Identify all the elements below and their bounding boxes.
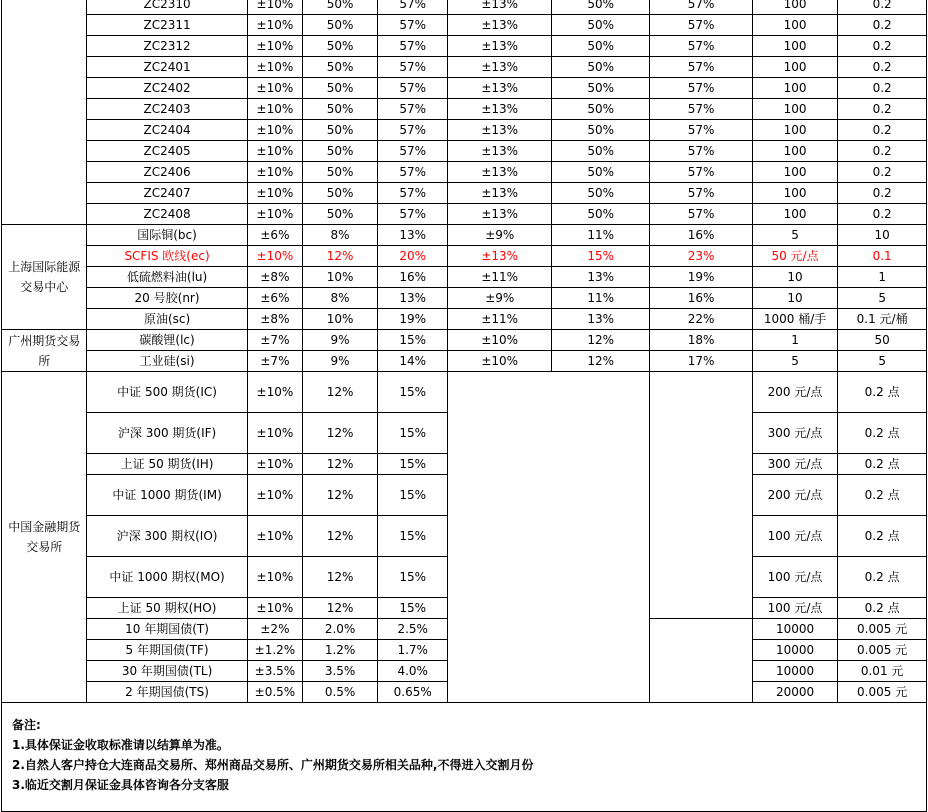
- value-cell: ±13%: [448, 0, 552, 15]
- note-line: 2.自然人客户持仓大连商品交易所、郑州商品交易所、广州期货交易所相关品种,不得进入交割月份: [12, 758, 534, 772]
- value-cell: ±10%: [247, 15, 303, 36]
- value-cell: 57%: [377, 99, 447, 120]
- value-cell: ±10%: [247, 413, 303, 454]
- value-cell: ±13%: [448, 204, 552, 225]
- value-cell: 50: [838, 330, 927, 351]
- value-cell: 0.65%: [377, 682, 447, 703]
- table-row: [2, 99, 927, 120]
- value-cell: 50%: [303, 15, 378, 36]
- value-cell: 57%: [377, 204, 447, 225]
- value-cell: 50%: [303, 57, 378, 78]
- value-cell: 0.005 元: [838, 619, 927, 640]
- table-row: [2, 288, 927, 309]
- value-cell: 9%: [303, 351, 378, 372]
- table-row: [2, 183, 927, 204]
- value-cell: 50%: [552, 15, 650, 36]
- value-cell: ±0.5%: [247, 682, 303, 703]
- product-name: ZC2312: [87, 36, 247, 57]
- value-cell: 0.2: [838, 78, 927, 99]
- value-cell: 50%: [303, 99, 378, 120]
- value-cell: 13%: [552, 309, 650, 330]
- value-cell: ±13%: [448, 36, 552, 57]
- value-cell: 57%: [650, 0, 753, 15]
- value-cell: 300 元/点: [752, 413, 837, 454]
- value-cell: ±10%: [247, 598, 303, 619]
- value-cell: 100: [752, 183, 837, 204]
- value-cell: 100 元/点: [752, 557, 837, 598]
- product-name: 原油(sc): [87, 309, 247, 330]
- value-cell: 1: [752, 330, 837, 351]
- product-name: ZC2401: [87, 57, 247, 78]
- value-cell: 10000: [752, 619, 837, 640]
- value-cell: ±7%: [247, 330, 303, 351]
- table-row: [2, 372, 927, 413]
- table-row: [2, 351, 927, 372]
- value-cell: ±9%: [448, 288, 552, 309]
- value-cell: 50%: [552, 0, 650, 15]
- value-cell: ±11%: [448, 309, 552, 330]
- product-name: 20 号胶(nr): [87, 288, 247, 309]
- value-cell: ±1.2%: [247, 640, 303, 661]
- value-cell: 57%: [377, 162, 447, 183]
- value-cell: 0.1: [838, 246, 927, 267]
- value-cell: 5: [752, 225, 837, 246]
- value-cell: ±13%: [448, 99, 552, 120]
- value-cell: 0.2: [838, 204, 927, 225]
- table-row: [2, 162, 927, 183]
- notes-title: 备注:: [12, 718, 41, 732]
- value-cell: 0.2 点: [838, 454, 927, 475]
- value-cell: 0.2 点: [838, 475, 927, 516]
- value-cell: ±13%: [448, 162, 552, 183]
- value-cell: 10%: [303, 267, 378, 288]
- value-cell: 12%: [303, 246, 378, 267]
- note-line: 1.具体保证金收取标准请以结算单为准。: [12, 738, 229, 752]
- product-name: 2 年期国债(TS): [87, 682, 247, 703]
- value-cell: 50%: [303, 162, 378, 183]
- value-cell: 16%: [650, 225, 753, 246]
- value-cell: 50%: [552, 78, 650, 99]
- note-line: 3.临近交割月保证金具体咨询各分支客服: [12, 778, 229, 792]
- value-cell: 100: [752, 78, 837, 99]
- value-cell: 0.2 点: [838, 557, 927, 598]
- product-name: ZC2402: [87, 78, 247, 99]
- value-cell: 57%: [650, 204, 753, 225]
- value-cell: 1000 桶/手: [752, 309, 837, 330]
- product-name: ZC2405: [87, 141, 247, 162]
- value-cell: 100 元/点: [752, 516, 837, 557]
- value-cell: 100: [752, 57, 837, 78]
- exchange-cell-gfex: 广州期货交易所: [2, 330, 87, 372]
- value-cell: 10000: [752, 640, 837, 661]
- value-cell: 12%: [303, 598, 378, 619]
- notes-row: [2, 703, 927, 812]
- value-cell: 200 元/点: [752, 372, 837, 413]
- value-cell: 50%: [552, 57, 650, 78]
- value-cell: 11%: [552, 288, 650, 309]
- value-cell: 57%: [377, 15, 447, 36]
- value-cell: 57%: [650, 57, 753, 78]
- value-cell: 0.2: [838, 15, 927, 36]
- table-row: [2, 120, 927, 141]
- value-cell: 17%: [650, 351, 753, 372]
- value-cell: 15%: [377, 557, 447, 598]
- value-cell: ±10%: [448, 330, 552, 351]
- value-cell: 13%: [552, 267, 650, 288]
- product-name: 上证 50 期权(HO): [87, 598, 247, 619]
- value-cell: 3.5%: [303, 661, 378, 682]
- value-cell: 300 元/点: [752, 454, 837, 475]
- value-cell: 0.2: [838, 99, 927, 120]
- value-cell: 0.2 点: [838, 598, 927, 619]
- exchange-cell-zce: [2, 0, 87, 225]
- product-name: 中证 500 期货(IC): [87, 372, 247, 413]
- value-cell: 0.2 点: [838, 372, 927, 413]
- value-cell: 15%: [377, 516, 447, 557]
- value-cell: 57%: [377, 57, 447, 78]
- value-cell: ±3.5%: [247, 661, 303, 682]
- value-cell: 10: [752, 267, 837, 288]
- value-cell: 50%: [552, 36, 650, 57]
- value-cell: 0.005 元: [838, 640, 927, 661]
- value-cell: 22%: [650, 309, 753, 330]
- table-row: [2, 15, 927, 36]
- value-cell: 12%: [303, 454, 378, 475]
- value-cell: 12%: [303, 475, 378, 516]
- value-cell: 0.1 元/桶: [838, 309, 927, 330]
- value-cell: 4.0%: [377, 661, 447, 682]
- value-cell: 10: [838, 225, 927, 246]
- value-cell: 0.2: [838, 0, 927, 15]
- product-name: 碳酸锂(lc): [87, 330, 247, 351]
- value-cell: 100: [752, 99, 837, 120]
- product-name: 沪深 300 期权(IO): [87, 516, 247, 557]
- product-name: ZC2310: [87, 0, 247, 15]
- value-cell: 15%: [377, 413, 447, 454]
- value-cell: ±11%: [448, 267, 552, 288]
- value-cell: ±10%: [247, 372, 303, 413]
- product-name: 低硫燃料油(lu): [87, 267, 247, 288]
- product-name: 30 年期国债(TL): [87, 661, 247, 682]
- value-cell: 0.2: [838, 57, 927, 78]
- value-cell: 13%: [377, 288, 447, 309]
- value-cell: 100: [752, 15, 837, 36]
- value-cell: ±10%: [247, 204, 303, 225]
- table-row: [2, 78, 927, 99]
- value-cell: ±10%: [247, 454, 303, 475]
- value-cell: 100: [752, 162, 837, 183]
- value-cell: 57%: [650, 15, 753, 36]
- value-cell: 5: [838, 288, 927, 309]
- value-cell: 0.005 元: [838, 682, 927, 703]
- value-cell: 15%: [377, 475, 447, 516]
- value-cell: 50%: [552, 99, 650, 120]
- value-cell: 57%: [650, 120, 753, 141]
- value-cell: 20000: [752, 682, 837, 703]
- value-cell: ±10%: [247, 475, 303, 516]
- product-name: ZC2407: [87, 183, 247, 204]
- value-cell: 1.2%: [303, 640, 378, 661]
- product-name: ZC2403: [87, 99, 247, 120]
- value-cell: 8%: [303, 225, 378, 246]
- value-cell: 57%: [650, 141, 753, 162]
- value-cell: 0.01 元: [838, 661, 927, 682]
- value-cell: 50%: [552, 204, 650, 225]
- product-name: ZC2404: [87, 120, 247, 141]
- value-cell: ±6%: [247, 288, 303, 309]
- value-cell: 12%: [552, 330, 650, 351]
- value-cell: ±13%: [448, 141, 552, 162]
- value-cell: 57%: [377, 78, 447, 99]
- value-cell: 1.7%: [377, 640, 447, 661]
- value-cell: 100: [752, 0, 837, 15]
- value-cell: ±13%: [448, 183, 552, 204]
- value-cell: ±10%: [247, 78, 303, 99]
- product-name: 国际铜(bc): [87, 225, 247, 246]
- value-cell: 200 元/点: [752, 475, 837, 516]
- value-cell: 57%: [377, 141, 447, 162]
- product-name: 中证 1000 期货(IM): [87, 475, 247, 516]
- table-row: [2, 330, 927, 351]
- value-cell: 0.2 点: [838, 516, 927, 557]
- value-cell: 50%: [303, 78, 378, 99]
- value-cell: 9%: [303, 330, 378, 351]
- value-cell: 16%: [377, 267, 447, 288]
- value-cell: 5: [838, 351, 927, 372]
- value-cell: 0.2: [838, 141, 927, 162]
- exchange-cell-cffex: 中国金融期货交易所: [2, 372, 87, 703]
- value-cell: 10000: [752, 661, 837, 682]
- value-cell: 19%: [377, 309, 447, 330]
- value-cell: 8%: [303, 288, 378, 309]
- value-cell: ±13%: [448, 246, 552, 267]
- value-cell: ±10%: [448, 351, 552, 372]
- product-name: 工业硅(si): [87, 351, 247, 372]
- value-cell: ±13%: [448, 57, 552, 78]
- value-cell: ±8%: [247, 309, 303, 330]
- value-cell: 57%: [377, 183, 447, 204]
- product-name: 10 年期国债(T): [87, 619, 247, 640]
- value-cell: ±10%: [247, 516, 303, 557]
- exchange-cell-ine: 上海国际能源交易中心: [2, 225, 87, 330]
- value-cell: 2.0%: [303, 619, 378, 640]
- value-cell: ±2%: [247, 619, 303, 640]
- value-cell: 18%: [650, 330, 753, 351]
- value-cell: 57%: [650, 78, 753, 99]
- value-cell: 15%: [377, 454, 447, 475]
- value-cell: 15%: [377, 598, 447, 619]
- product-name: 沪深 300 期货(IF): [87, 413, 247, 454]
- table-row: [2, 36, 927, 57]
- value-cell: 10%: [303, 309, 378, 330]
- product-name: SCFIS 欧线(ec): [87, 246, 247, 267]
- value-cell: ±13%: [448, 120, 552, 141]
- value-cell: 50%: [552, 120, 650, 141]
- table-row: [2, 267, 927, 288]
- value-cell: 50%: [303, 120, 378, 141]
- value-cell: 15%: [552, 246, 650, 267]
- table-row: [2, 225, 927, 246]
- value-cell: 14%: [377, 351, 447, 372]
- value-cell: ±10%: [247, 120, 303, 141]
- value-cell: 57%: [650, 99, 753, 120]
- value-cell: 57%: [377, 0, 447, 15]
- value-cell: 50%: [303, 36, 378, 57]
- value-cell: 20%: [377, 246, 447, 267]
- empty-block: [448, 372, 650, 703]
- value-cell: ±10%: [247, 0, 303, 15]
- value-cell: 0.2 点: [838, 413, 927, 454]
- value-cell: 100: [752, 36, 837, 57]
- value-cell: ±10%: [247, 162, 303, 183]
- value-cell: 50%: [552, 141, 650, 162]
- value-cell: 12%: [303, 516, 378, 557]
- notes-cell: [2, 703, 927, 812]
- value-cell: 12%: [303, 372, 378, 413]
- product-name: ZC2406: [87, 162, 247, 183]
- table-row: [2, 57, 927, 78]
- value-cell: 57%: [650, 36, 753, 57]
- value-cell: 57%: [650, 183, 753, 204]
- margin-table: [1, 0, 927, 812]
- value-cell: 15%: [377, 372, 447, 413]
- value-cell: 10: [752, 288, 837, 309]
- product-name: 5 年期国债(TF): [87, 640, 247, 661]
- value-cell: 2.5%: [377, 619, 447, 640]
- value-cell: 19%: [650, 267, 753, 288]
- value-cell: 23%: [650, 246, 753, 267]
- value-cell: 5: [752, 351, 837, 372]
- product-name: ZC2408: [87, 204, 247, 225]
- value-cell: 0.2: [838, 183, 927, 204]
- value-cell: 50%: [303, 141, 378, 162]
- value-cell: 100: [752, 204, 837, 225]
- value-cell: ±10%: [247, 141, 303, 162]
- value-cell: 12%: [552, 351, 650, 372]
- value-cell: ±6%: [247, 225, 303, 246]
- table-row: [2, 309, 927, 330]
- value-cell: 57%: [377, 120, 447, 141]
- value-cell: 13%: [377, 225, 447, 246]
- value-cell: 100: [752, 141, 837, 162]
- value-cell: 0.2: [838, 162, 927, 183]
- value-cell: 0.5%: [303, 682, 378, 703]
- value-cell: 16%: [650, 288, 753, 309]
- value-cell: ±10%: [247, 246, 303, 267]
- value-cell: ±10%: [247, 57, 303, 78]
- empty-block: [650, 619, 753, 703]
- value-cell: 12%: [303, 413, 378, 454]
- value-cell: 50%: [552, 162, 650, 183]
- value-cell: 0.2: [838, 36, 927, 57]
- value-cell: 50%: [303, 183, 378, 204]
- value-cell: ±8%: [247, 267, 303, 288]
- value-cell: 11%: [552, 225, 650, 246]
- value-cell: 100 元/点: [752, 598, 837, 619]
- product-name: 中证 1000 期权(MO): [87, 557, 247, 598]
- product-name: 上证 50 期货(IH): [87, 454, 247, 475]
- value-cell: 50 元/点: [752, 246, 837, 267]
- table-row-highlighted: [2, 246, 927, 267]
- value-cell: ±13%: [448, 78, 552, 99]
- empty-block: [650, 372, 753, 619]
- value-cell: ±13%: [448, 15, 552, 36]
- value-cell: ±10%: [247, 557, 303, 598]
- table-row: [2, 141, 927, 162]
- table-row: [2, 204, 927, 225]
- value-cell: ±10%: [247, 36, 303, 57]
- table-row: [2, 0, 927, 15]
- value-cell: ±9%: [448, 225, 552, 246]
- value-cell: 12%: [303, 557, 378, 598]
- value-cell: 57%: [377, 36, 447, 57]
- value-cell: ±10%: [247, 99, 303, 120]
- value-cell: 57%: [650, 162, 753, 183]
- value-cell: ±7%: [247, 351, 303, 372]
- value-cell: ±10%: [247, 183, 303, 204]
- value-cell: 100: [752, 120, 837, 141]
- value-cell: 15%: [377, 330, 447, 351]
- value-cell: 0.2: [838, 120, 927, 141]
- value-cell: 50%: [303, 0, 378, 15]
- product-name: ZC2311: [87, 15, 247, 36]
- value-cell: 50%: [303, 204, 378, 225]
- value-cell: 50%: [552, 183, 650, 204]
- value-cell: 1: [838, 267, 927, 288]
